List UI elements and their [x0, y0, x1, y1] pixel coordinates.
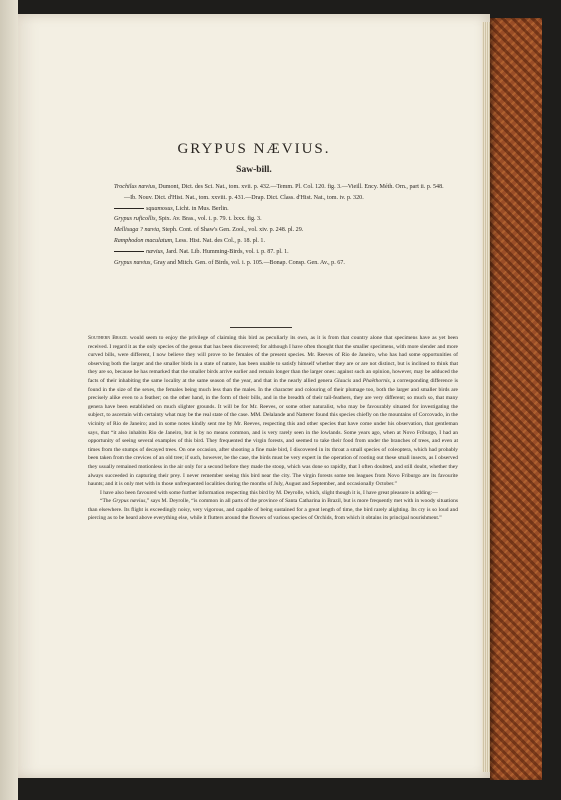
synonym-reference: Dumont, Dict. des Sci. Nat., tom. xvii. p. 432.—Temm. Pl. Col. 120. fig. 3.—Vieill. Ency. Méth. Orn., part ii. p. 548.—Ib. Nouv. Dict. d'Hist. Nat., tom. xxviii. p. 431.—Drap. Dict. Class. d'Hist. Nat., tom. iv. p. 320. [124, 184, 444, 201]
page-title: GRYPUS NÆVIUS. [177, 141, 331, 157]
paragraph-3 [88, 497, 458, 523]
genus-phaethornis: Phaëthornis [362, 377, 390, 384]
synonym-entry [114, 247, 444, 258]
lead-words: Southern Brazil [88, 335, 128, 341]
synonym-name: Ramphodon maculatum, [114, 237, 174, 244]
section-divider [230, 327, 292, 328]
synonym-entry [114, 225, 444, 236]
synonym-reference: Less. Hist. Nat. des Col., p. 18. pl. 1. [173, 237, 265, 244]
synonym-reference: Jard. Nat. Lib. Humming-Birds, vol. i. p. 87. pl. 1. [164, 248, 289, 255]
left-page-edge [0, 0, 18, 800]
species-name: Grypus nævius [112, 498, 146, 505]
synonym-reference: Steph. Cont. of Shaw's Gen. Zool., vol. xiv. p. 248. pl. 29. [160, 227, 304, 234]
synonym-reference: Gray and Mitch. Gen. of Birds, vol. i. p. 105.—Bonap. Consp. Gen. Av., p. 67. [151, 259, 345, 266]
paragraph-1-text-b: and [351, 377, 363, 384]
page-stack-edge [482, 22, 490, 772]
paragraph-2: I have also been favoured with some further information respecting this bird by M. Deyrolle, which, slight though it is, I have great pleasure in adding:— [100, 489, 438, 496]
book-page [18, 14, 490, 778]
synonym-reference: Spix. Av. Bras., vol. i. p. 79. t. lxxx. fig. 3. [157, 216, 262, 223]
synonym-entry [114, 236, 444, 247]
synonymy-list [114, 182, 444, 268]
synonym-entry [114, 214, 444, 225]
synonym-entry [114, 204, 444, 215]
synonym-reference: Licht. in Mus. Berlin. [174, 205, 229, 212]
marbled-cover [490, 18, 542, 780]
synonym-name: Grypus ruficollis, [114, 216, 157, 223]
paragraph-3-text: ,” says M. Deyrolle, “is common in all parts of the province of Santa Catharina in Brazil, but is more frequently met with in woody situations than elsewhere. Its flight is exceedingly noisy, very vigorous, and capable of being sustained for a great length of time, the bird rarely alighting. Its cry is so loud and piercing as to be heard above everything else, while it flutters around the flowers of various species of Orchids, from which it obtains its principal nourishment.” [88, 498, 458, 522]
synonym-name: Grypus nævius, [114, 259, 152, 266]
synonym-entry [114, 182, 444, 204]
synonym-name: nævius, [146, 248, 165, 255]
ditto-dash [114, 208, 144, 209]
page-subtitle: Saw-bill. [236, 165, 272, 175]
paragraph-1-text-c: , a corresponding difference is found in the size of the sexes, the females being much less than the males. In the character and colouring of their plumage too, both the larger and smaller birds are precisely alike even to a feather; on the other hand, in the form of their bills, and in the breadth of their tail-feathers, they are very different; so much so, that many genera have been established on much slighter grounds. It will be for Mr. Reeves, or some other naturalist, who may be favourably situated for investigating the subject, to ascertain with certainty what may be the real state of the case. MM. Delalande and Natterer found this species chiefly on the mountains of Corcovado, in the vicinity of Rio de Janeiro; and in some notes kindly sent me by Mr. Reeves, respecting this and other species that have come under his observation, that gentleman says, that “it also inhabits Rio de Janeiro, but is by no means common, and is very rarely seen in the lowlands. Some years ago, when at Novo Friburgo, I had an opportunity of seeing several examples of this bird. They frequented the virgin forests, and seemed to take their food from under the branches of trees, and even at times from the stumps of decayed trees. On one occasion, after shooting a fine male bird, I discovered in its throat a small species of coleoptera, which had probably been taken from the crevices of an old tree; if such, however, be the case, the birds must be very expert in the operation of rooting out these small insects, as I observed they usually remained motionless in the air only for a second before they made the stoop, which was done so rapidly, that I often doubted, and still doubt, whether they always succeeded in capturing their prey. I never remember seeing this bird near the city. The virgin forests some ten leagues from Novo Friburgo are its favourite haunts; and it is only met with in those unfrequented localities during the months of July, August and September, and occasionally October.” [88, 377, 458, 488]
main-text [88, 334, 458, 523]
synonym-name: squamosus, [146, 205, 175, 212]
synonym-name: Mellisuga ? nævia, [114, 227, 161, 234]
ditto-dash [114, 251, 144, 252]
genus-glaucis: Glaucis [334, 377, 352, 384]
paragraph-1 [88, 334, 458, 489]
paragraph-3-open: “The [100, 498, 113, 505]
paragraph-1-text-a: would seem to enjoy the privilege of claiming this bird as peculiarly its own, as it is from that country alone that specimens have as yet been received. I regard it as the only species of the genus that has been discovered; for although I have often thought that the smaller specimens, with more slender and more curved bills, were different, I now believe they will prove to be females of the present species. Mr. Reeves of Rio de Janeiro, who has had some opportunities of observing both the larger and the smaller birds in a state of nature, has been unable to satisfy himself whether they are or are not distinct, but is inclined to think that they are so, because he has remarked that the smaller birds arrive earlier and remain longer than the larger ones: against such an opinion, however, may be adduced the facts of their inhabiting the same locality at the same season of the year, and that in the nearly allied genera [88, 335, 458, 384]
synonym-name: Trochilus nævius, [114, 184, 157, 190]
synonym-entry [114, 258, 444, 269]
